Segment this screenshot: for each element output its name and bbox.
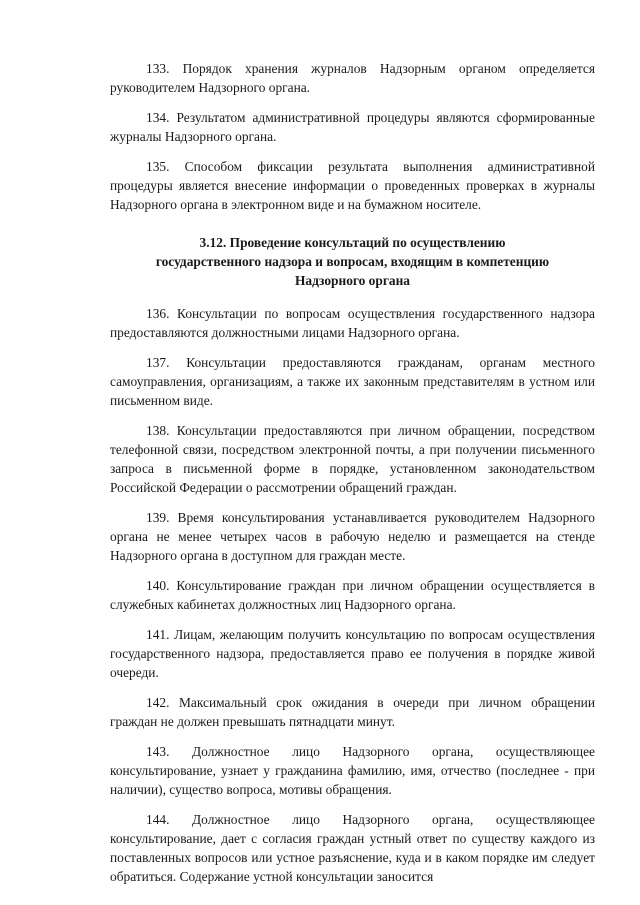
- paragraph-number: 134.: [146, 110, 170, 125]
- paragraph-number: 144.: [146, 812, 170, 827]
- section-heading-line3: Надзорного органа: [294, 273, 411, 288]
- document-page: [110, 59, 595, 897]
- paragraph-133: [110, 59, 595, 97]
- paragraph-number: 137.: [146, 355, 170, 370]
- paragraph-text: Лицам, желающим получить консультацию по вопросам осуществления государственного надзора, предоставляется право ее получения в порядке живой очереди.: [110, 627, 595, 680]
- paragraph-number: 139.: [146, 510, 170, 525]
- paragraph-136: [110, 304, 595, 342]
- paragraph-text: Время консультирования устанавливается руководителем Надзорного органа не менее четырех часов в рабочую неделю и размещается на стенде Надзорного органа в доступном для граждан месте.: [110, 510, 595, 563]
- paragraph-number: 138.: [146, 423, 170, 438]
- paragraph-text: Консультации предоставляются при личном обращении, посредством телефонной связи, посредством электронной почты, а при получении письменного запроса в письменной форме в порядке, установленном законодательством Российской Федерации о рассмотрении обращений граждан.: [110, 423, 595, 495]
- paragraph-142: [110, 693, 595, 731]
- paragraph-number: 133.: [146, 61, 170, 76]
- paragraph-134: [110, 108, 595, 146]
- paragraph-139: [110, 508, 595, 565]
- paragraph-text: Максимальный срок ожидания в очереди при личном обращении граждан не должен превышать пятнадцати минут.: [110, 695, 595, 729]
- paragraph-text: Должностное лицо Надзорного органа, осуществляющее консультирование, дает с согласия граждан устный ответ по существу каждого из поставленных вопросов или устное разъяснение, куда и в каком порядке им следует обратиться. Содержание устной консультации заносится: [110, 812, 595, 884]
- paragraph-number: 143.: [146, 744, 170, 759]
- paragraph-137: [110, 353, 595, 410]
- paragraph-text: Порядок хранения журналов Надзорным органом определяется руководителем Надзорного органа.: [110, 61, 595, 95]
- paragraph-144: [110, 810, 595, 886]
- paragraph-text: Результатом административной процедуры являются сформированные журналы Надзорного органа.: [110, 110, 595, 144]
- section-heading: [110, 225, 595, 290]
- paragraph-number: 142.: [146, 695, 170, 710]
- paragraph-135: [110, 157, 595, 214]
- paragraph-text: Способом фиксации результата выполнения административной процедуры является внесение информации о проведенных проверках в журналы Надзорного органа в электронном виде и на бумажном носителе.: [110, 159, 595, 212]
- section-heading-line1: 3.12. Проведение консультаций по осуществлению: [199, 235, 506, 250]
- paragraph-number: 141.: [146, 627, 170, 642]
- paragraph-number: 140.: [146, 578, 170, 593]
- paragraph-141: [110, 625, 595, 682]
- paragraph-number: 136.: [146, 306, 170, 321]
- paragraph-number: 135.: [146, 159, 170, 174]
- section-heading-line2: государственного надзора и вопросам, входящим в компетенцию: [155, 254, 550, 269]
- paragraph-140: [110, 576, 595, 614]
- paragraph-text: Должностное лицо Надзорного органа, осуществляющее консультирование, узнает у гражданина фамилию, имя, отчество (последнее - при наличии), существо вопроса, мотивы обращения.: [110, 744, 595, 797]
- paragraph-text: Консультации по вопросам осуществления государственного надзора предоставляются должностными лицами Надзорного органа.: [110, 306, 595, 340]
- paragraph-text: Консультации предоставляются гражданам, органам местного самоуправления, организациям, а также их законным представителям в устном или письменном виде.: [110, 355, 595, 408]
- paragraph-143: [110, 742, 595, 799]
- paragraph-138: [110, 421, 595, 497]
- paragraph-text: Консультирование граждан при личном обращении осуществляется в служебных кабинетах должностных лиц Надзорного органа.: [110, 578, 595, 612]
